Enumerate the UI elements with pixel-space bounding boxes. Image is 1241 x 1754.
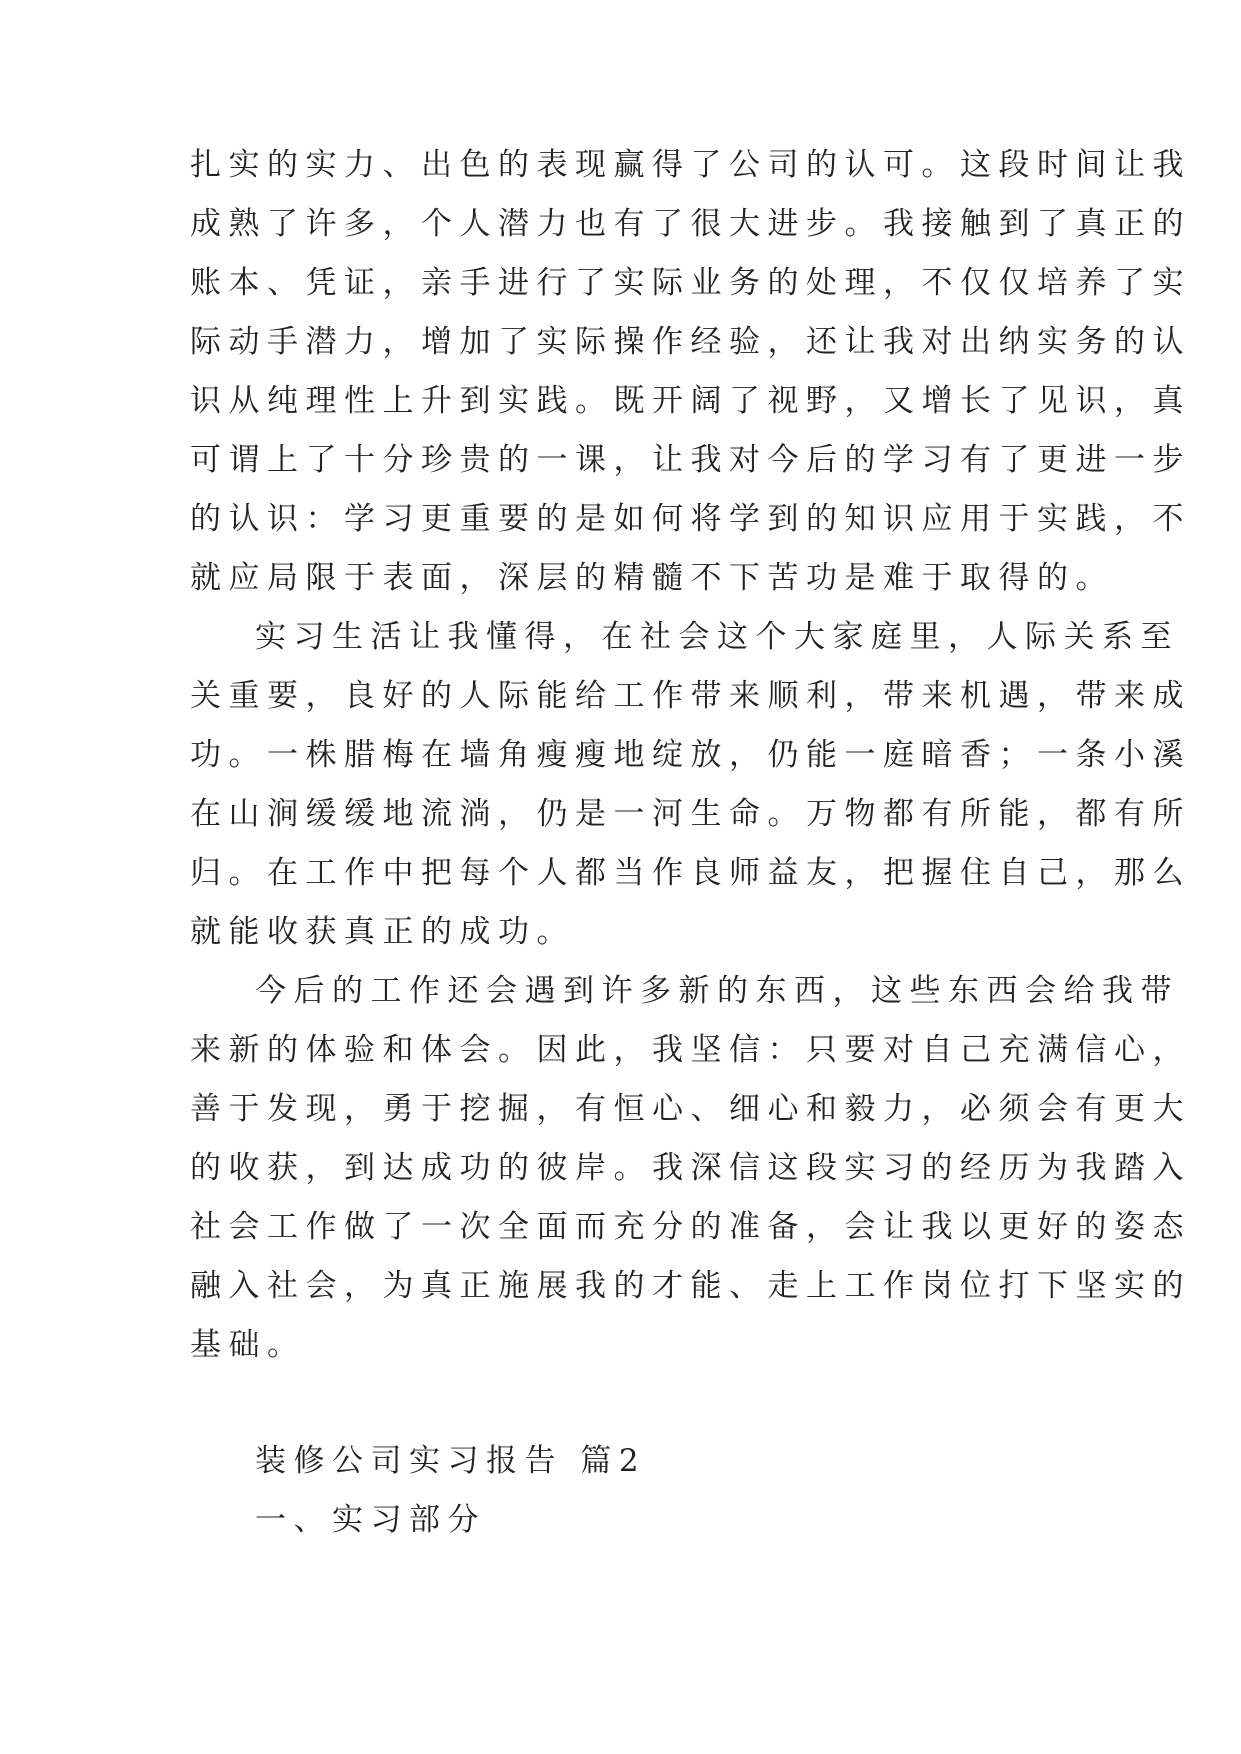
paragraph-3-line-2: 来新的体验和体会。因此，我坚信：只要对自己充满信心， [190,1032,1191,1068]
paragraph-2-line-3: 功。一株腊梅在墙角瘦瘦地绽放，仍能一庭暗香；一条小溪 [190,737,1191,773]
paragraph-2-line-5: 归。在工作中把每个人都当作良师益友，把握住自己，那么 [190,855,1191,891]
paragraph-2-line-6: 就能收获真正的成功。 [190,914,575,950]
paragraph-1-line-6: 可谓上了十分珍贵的一课，让我对今后的学习有了更进一步 [190,442,1191,478]
paragraph-3-line-3: 善于发现，勇于挖掘，有恒心、细心和毅力，必须会有更大 [190,1091,1191,1127]
paragraph-3-line-4: 的收获，到达成功的彼岸。我深信这段实习的经历为我踏入 [190,1150,1191,1186]
paragraph-3-line-1: 今后的工作还会遇到许多新的东西，这些东西会给我带 [255,973,1179,1009]
paragraph-1-line-5: 识从纯理性上升到实践。既开阔了视野，又增长了见识，真 [190,383,1191,419]
paragraph-2-line-4: 在山涧缓缓地流淌，仍是一河生命。万物都有所能，都有所 [190,796,1191,832]
paragraph-3-line-7: 基础。 [190,1327,306,1363]
paragraph-3-line-6: 融入社会，为真正施展我的才能、走上工作岗位打下坚实的 [190,1268,1191,1304]
section-title: 装修公司实习报告 篇2 [255,1443,647,1479]
subsection-heading: 一、实习部分 [255,1502,486,1538]
paragraph-1-line-2: 成熟了许多，个人潜力也有了很大进步。我接触到了真正的 [190,206,1191,242]
paragraph-2-line-2: 关重要，良好的人际能给工作带来顺利，带来机遇，带来成 [190,678,1191,714]
paragraph-3-line-5: 社会工作做了一次全面而充分的准备，会让我以更好的姿态 [190,1209,1191,1245]
paragraph-1-line-3: 账本、凭证，亲手进行了实际业务的处理，不仅仅培养了实 [190,265,1191,301]
paragraph-1-line-8: 就应局限于表面，深层的精髓不下苦功是难于取得的。 [190,560,1114,596]
paragraph-1-line-1: 扎实的实力、出色的表现赢得了公司的认可。这段时间让我 [190,147,1191,183]
paragraph-1-line-4: 际动手潜力，增加了实际操作经验，还让我对出纳实务的认 [190,324,1191,360]
paragraph-1-line-7: 的认识：学习更重要的是如何将学到的知识应用于实践，不 [190,501,1191,537]
paragraph-2-line-1: 实习生活让我懂得，在社会这个大家庭里，人际关系至 [255,619,1179,655]
